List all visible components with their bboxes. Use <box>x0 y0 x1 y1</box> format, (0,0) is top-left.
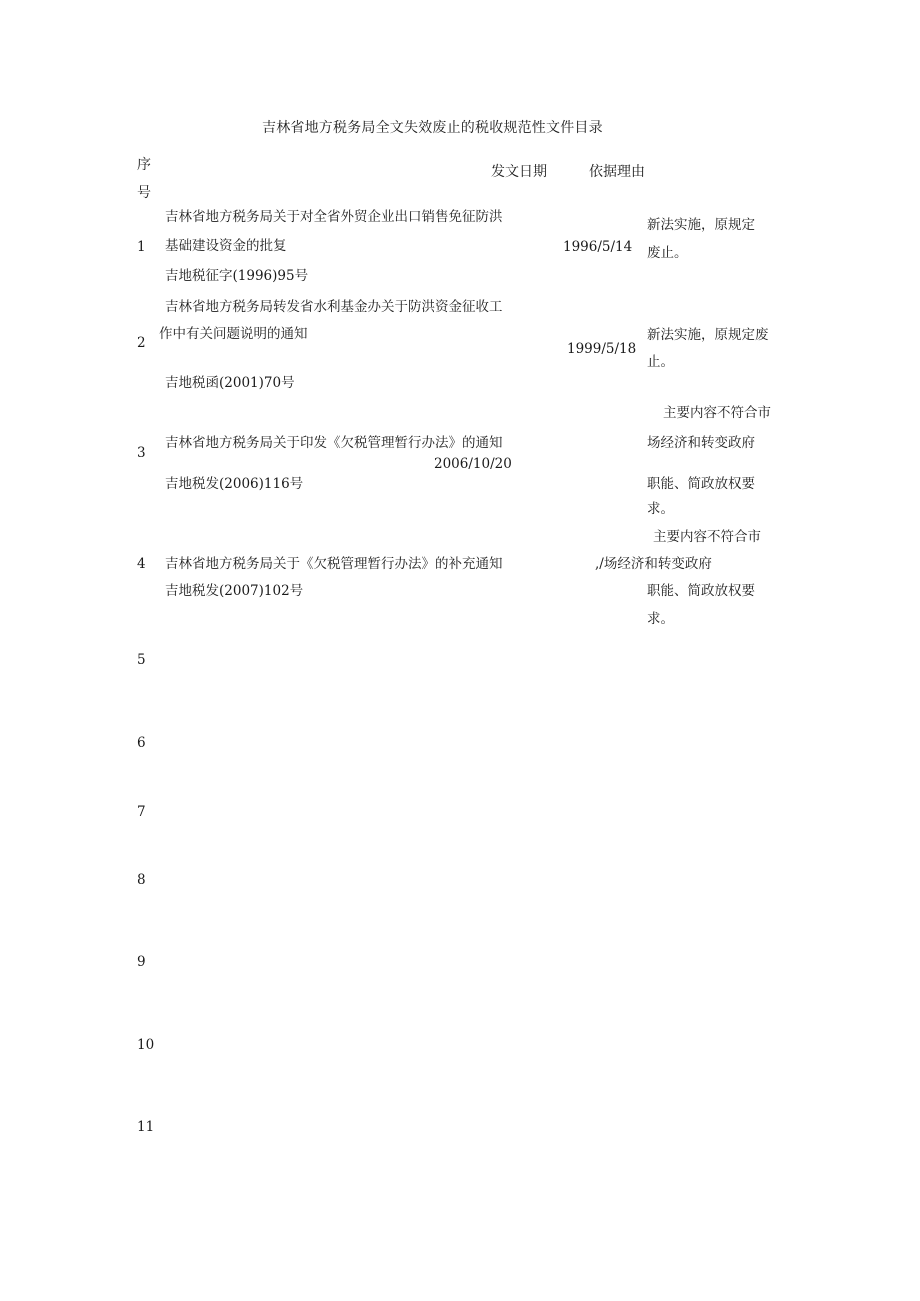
header-seq-line2: 号 <box>137 185 151 201</box>
row-name-line1: 吉林省地方税务局关于对全省外贸企业出口销售免征防洪 <box>165 209 503 225</box>
row-reason-line3: 职能、简政放权要 <box>647 583 755 599</box>
empty-row-seq: 11 <box>137 1119 155 1135</box>
row-reason-line4: 求。 <box>647 611 674 627</box>
row-date: 1996/5/14 <box>563 239 633 255</box>
row-reason-line1: 主要内容不符合市 <box>663 405 771 421</box>
empty-row-seq: 8 <box>137 872 146 888</box>
header-seq-line1: 序 <box>137 157 151 173</box>
row-seq: 3 <box>137 445 146 461</box>
row-doc-no: 吉地税函(2001)70号 <box>165 375 295 391</box>
empty-row-seq: 7 <box>137 804 146 820</box>
row-seq: 4 <box>137 556 146 572</box>
empty-row-seq: 9 <box>137 954 146 970</box>
row-name-line2: 作中有关问题说明的通知 <box>159 326 308 342</box>
empty-row-seq: 6 <box>137 735 146 751</box>
row-date: 2006/10/20 <box>434 456 512 472</box>
document-title: 吉林省地方税务局全文失效废止的税收规范性文件目录 <box>262 120 603 136</box>
row-date: 1999/5/18 <box>567 341 637 357</box>
row-reason-line2: 止。 <box>647 354 674 370</box>
empty-row-seq: 5 <box>137 652 146 668</box>
row-name-line1: 吉林省地方税务局关于《欠税管理暂行办法》的补充通知 <box>165 556 503 572</box>
row-date: ,/ <box>595 556 604 572</box>
row-reason-line2: 废止。 <box>647 245 688 261</box>
row-doc-no: 吉地税发(2007)102号 <box>165 583 304 599</box>
header-reason: 依据理由 <box>589 164 645 180</box>
row-name-line1: 吉林省地方税务局关于印发《欠税管理暂行办法》的通知 <box>165 435 503 451</box>
row-reason-line1: 主要内容不符合市 <box>653 529 761 545</box>
row-reason-line2: 场经济和转变政府 <box>647 435 755 451</box>
empty-row-seq: 10 <box>137 1037 155 1053</box>
row-reason-line1: 新法实施，原规定 <box>647 217 755 233</box>
row-seq: 1 <box>137 239 146 255</box>
row-reason-line3: 职能、简政放权要 <box>647 476 755 492</box>
row-doc-no: 吉地税发(2006)116号 <box>165 476 304 492</box>
row-name-line1: 吉林省地方税务局转发省水利基金办关于防洪资金征收工 <box>165 299 503 315</box>
header-date: 发文日期 <box>491 164 547 180</box>
row-reason-line1: 新法实施，原规定废 <box>647 327 769 343</box>
row-doc-no: 吉地税征字(1996)95号 <box>165 268 309 284</box>
row-seq: 2 <box>137 335 146 351</box>
row-reason-line2 <box>595 558 712 572</box>
row-reason-line2-text: 场经济和转变政府 <box>603 556 712 572</box>
row-reason-line4: 求。 <box>647 501 674 517</box>
row-name-line2: 基础建设资金的批复 <box>165 238 287 254</box>
